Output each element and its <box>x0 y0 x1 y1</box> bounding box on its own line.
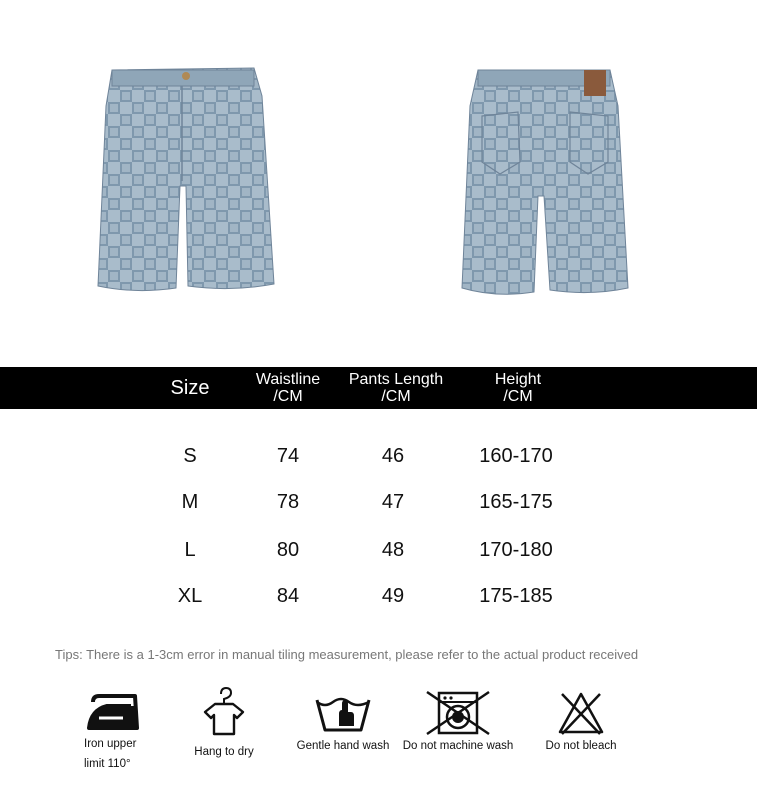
table-row <box>0 487 757 517</box>
cell-size: S <box>183 445 197 467</box>
no-machine-wash-icon <box>423 690 493 736</box>
care-hand-wash-label: Gentle hand wash <box>296 740 390 752</box>
care-hand-wash <box>290 690 396 756</box>
cell-waistline: 78 <box>276 491 300 513</box>
care-no-machine-wash-label: Do not machine wash <box>402 740 514 752</box>
care-iron-label-line2: limit 110° <box>84 758 131 770</box>
care-no-bleach <box>536 690 626 756</box>
leather-patch <box>584 70 606 96</box>
care-hang-label: Hang to dry <box>194 746 254 758</box>
table-row <box>0 581 757 611</box>
cell-pants-length: 48 <box>381 539 405 561</box>
cell-pants-length: 47 <box>381 491 405 513</box>
shorts-front-image <box>96 66 276 296</box>
cell-height: 175-185 <box>479 585 553 607</box>
header-waistline: Waistline /CM <box>255 371 321 405</box>
care-iron <box>70 690 160 774</box>
cell-pants-length: 46 <box>381 445 405 467</box>
cell-size: M <box>181 491 199 513</box>
header-height: Height /CM <box>494 371 542 405</box>
care-hang <box>182 686 266 762</box>
table-row <box>0 535 757 565</box>
cell-size: XL <box>177 585 203 607</box>
shorts-back-image <box>460 66 630 296</box>
table-row <box>0 441 757 471</box>
cell-waistline: 80 <box>276 539 300 561</box>
cell-height: 160-170 <box>479 445 553 467</box>
cell-height: 170-180 <box>479 539 553 561</box>
care-no-bleach-label: Do not bleach <box>545 740 617 752</box>
iron-icon <box>85 690 145 734</box>
cell-pants-length: 49 <box>381 585 405 607</box>
cell-waistline: 84 <box>276 585 300 607</box>
cell-size: L <box>184 539 196 561</box>
size-table-header <box>0 367 757 409</box>
care-iron-label-line1: Iron upper <box>84 738 137 750</box>
cell-height: 165-175 <box>479 491 553 513</box>
cell-waistline: 74 <box>276 445 300 467</box>
header-size: Size <box>170 376 210 399</box>
hand-wash-icon <box>313 690 373 736</box>
care-no-machine-wash <box>398 690 518 756</box>
no-bleach-icon <box>556 690 606 736</box>
hanger-icon <box>199 686 249 742</box>
measurement-tips: Tips: There is a 1-3cm error in manual tiling measurement, please refer to the actual product received <box>55 647 639 662</box>
header-pants-length: Pants Length /CM <box>348 371 444 405</box>
